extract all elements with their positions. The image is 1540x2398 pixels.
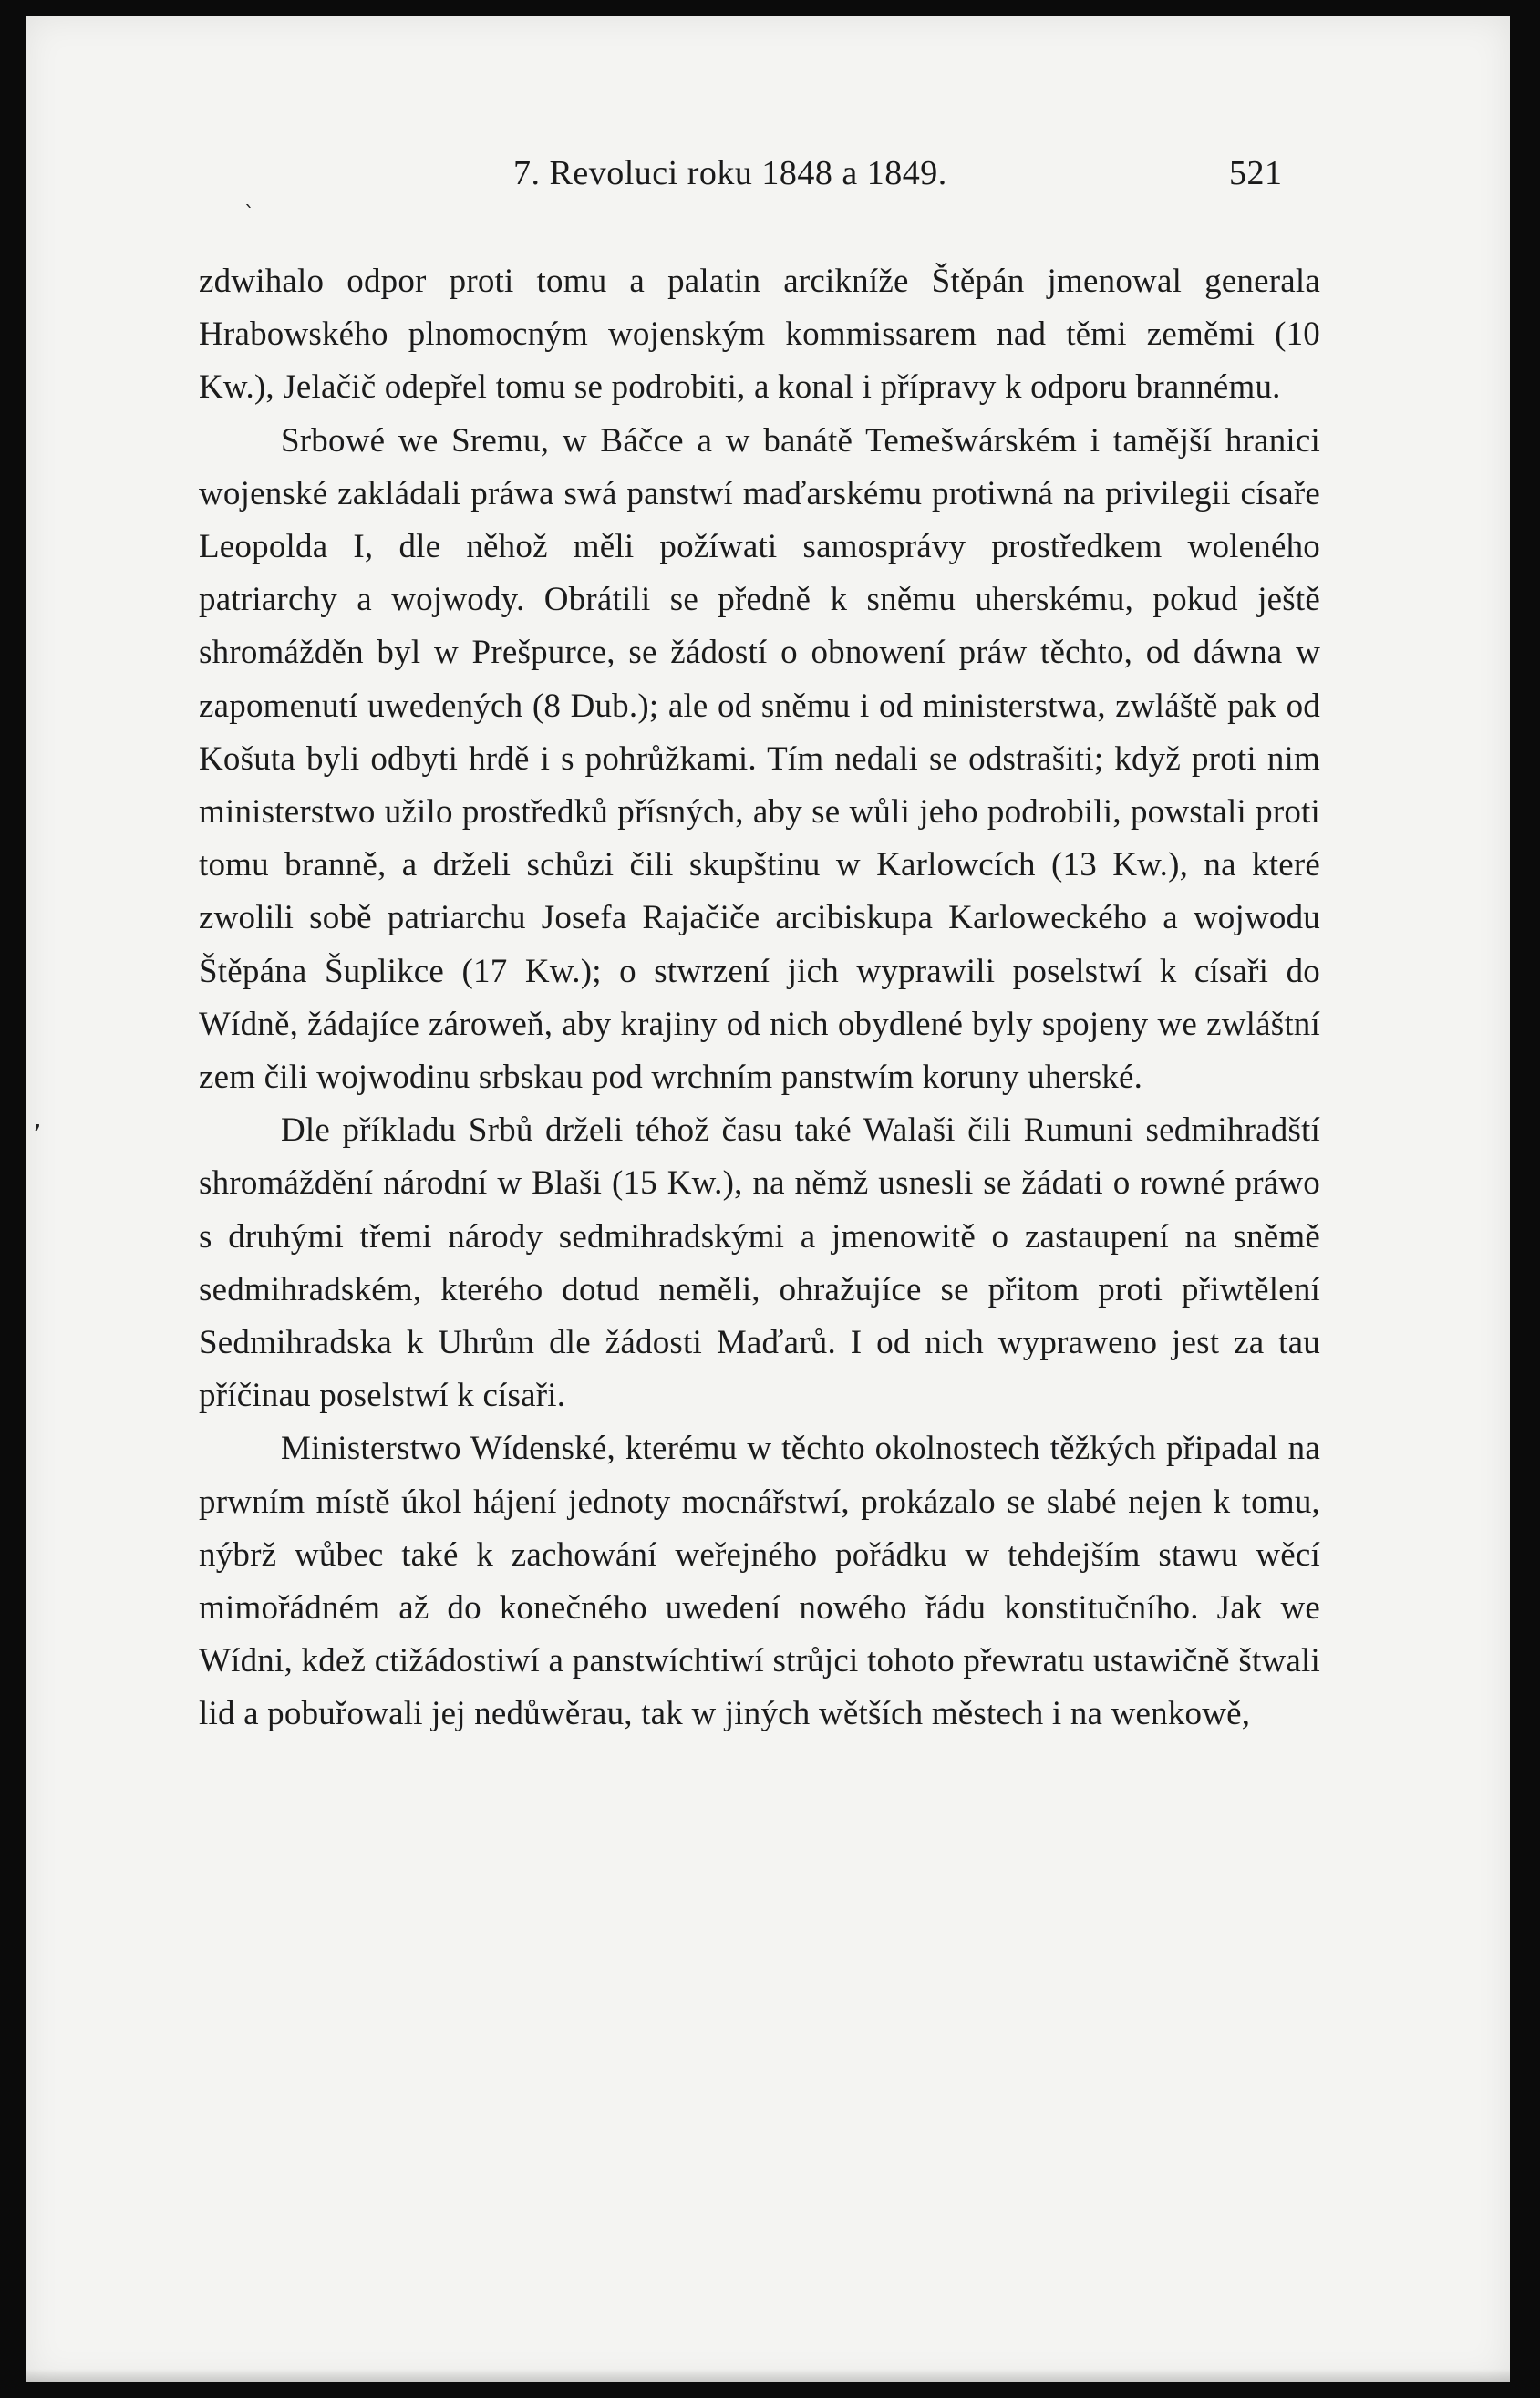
paragraph-1: zdwihalo odpor proti tomu a palatin arcikníže Štěpán jmenowal generala Hrabowského plnomocným wojenským kommissarem nad těmi zeměmi (10 Kw.), Jelačič odepřel tomu se podrobiti, a konal i přípravy k odporu brannému. [199,263,1320,407]
paragraph-4: Ministerstwo Wídenské, kterému w těchto okolnostech těžkých připadal na prwním místě úkol hájení jednoty mocnářstwí, prokázalo se slabé nejen k tomu, nýbrž wůbec také k zachowání weřejného pořádku w tehdejším stawu wěcí mimořádném až do konečného uwedení nowého řádu konstitučního. Jak we Wídni, kdež ctižádostiwí a panstwíchtiwí strůjci tohoto přewratu ustawičně štwali lid a pobuřowali jej nedůwěrau, tak w jiných wětších městech i na wenkowě, [199,1430,1320,1733]
paragraph-3: Dle příkladu Srbů drželi téhož času také Walaši čili Rumuni sedmihradští shromáždění národní w Blaši (15 Kw.), na němž usnesli se žádati o rowné práwo s druhými třemi národy sedmihradskými a jmenowitě o zastaupení na sněmě sedmihradském, kterého dotud neměli, ohražujíce se přitom proti přiwtělení Sedmihradska k Uhrům dle žádosti Maďarů. I od nich wypraweno jest za tau příčinau poselstwí k císaři. [199,1111,1320,1415]
paragraph-2: Srbowé we Sremu, w Báčce a w banátě Temešwárském i tamější hranici wojenské zakládali práwa swá panstwí maďarskému protiwná na privilegii císaře Leopolda I, dle něhož měli požíwati samosprávy prostředkem woleného patriarchy a wojwody. Obrátili se předně k sněmu uherskému, pokud ještě shromážděn byl w Prešpurce, se žádostí o obnowení práw těchto, od dáwna w zapomenutí uwedených (8 Dub.); ale od sněmu i od ministerstwa, zwláště pak od Košuta byli odbyti hrdě i s pohrůžkami. Tím nedali se odstrašiti; když proti nim ministerstwo užilo prostředků přísných, aby se wůli jeho podrobili, powstali proti tomu branně, a drželi schůzi čili skupštinu w Karlowcích (13 Kw.), na které zwolili sobě patriarchu Josefa Rajačiče arcibiskupa Karloweckého a wojwodu Štěpána Šuplikce (17 Kw.); o stwrzení jich wyprawili poselstwí k císaři do Wídně, žádajíce zároweň, aby krajiny od nich obydlené byly spojeny we zwláštní zem čili wojwodinu srbskau pod wrchním panstwím koruny uherské. [199,421,1320,1097]
book-page [26,16,1510,2382]
page-number: 521 [1229,154,1283,192]
running-title: 7. Revoluci roku 1848 a 1849. [513,154,947,192]
page-edge-shadow [26,2369,1510,2382]
margin-ink-speck: ’ [33,1120,42,1152]
body-text [199,255,1320,1742]
running-header [26,153,1510,208]
margin-tick-mark: ˋ [244,203,254,226]
